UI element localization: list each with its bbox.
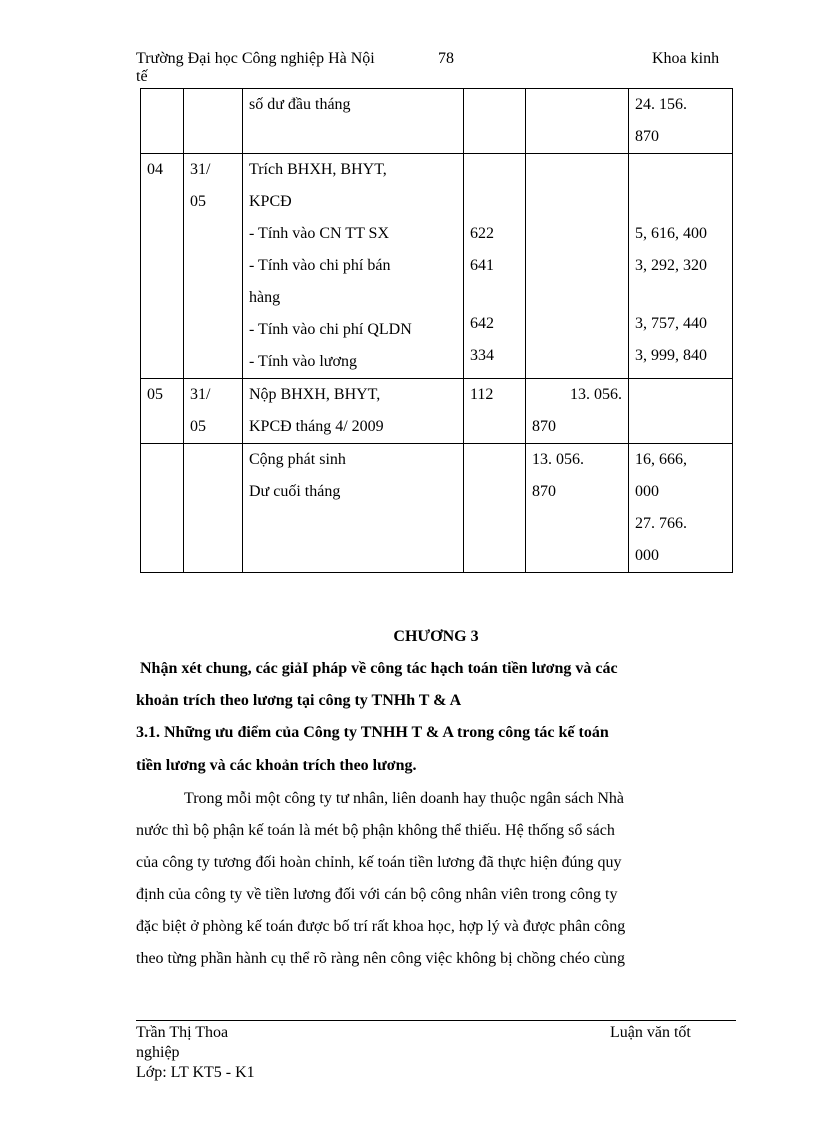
credit-amount: 3, 999, 840	[635, 347, 707, 364]
desc-line: KPCĐ tháng 4/ 2009	[249, 418, 384, 435]
desc-line: hàng	[249, 289, 281, 306]
chapter-subtitle-cont: khoản trích theo lương tại công ty TNHh T & A	[136, 692, 462, 709]
account-code: 642	[470, 315, 494, 332]
section-heading: 3.1. Những ưu điểm của Công ty TNHH T & A trong công tác kế toán	[136, 724, 609, 741]
paragraph-line: nước thì bộ phận kế toán là mét bộ phận không thể thiếu. Hệ thống sổ sách	[136, 822, 615, 839]
footer-doc-type: Luận văn tốt	[610, 1024, 691, 1041]
footer-divider	[136, 1020, 736, 1021]
account-code: 334	[470, 347, 494, 364]
credit-amount: 3, 757, 440	[635, 315, 707, 332]
credit-amount: 5, 616, 400	[635, 225, 707, 242]
paragraph-line: Trong mỗi một công ty tư nhân, liên doanh hay thuộc ngân sách Nhà	[184, 790, 625, 807]
total-debit-cont: 870	[532, 483, 556, 500]
total-credit-cont: 000	[635, 483, 659, 500]
paragraph-line: đặc biệt ở phòng kế toán được bố trí rất khoa học, hợp lý và được phân công	[136, 918, 626, 935]
header-school: Trường Đại học Công nghiệp Hà Nội	[136, 50, 375, 67]
chapter-subtitle: Nhận xét chung, các giảI pháp về công tác hạch toán tiền lương và các	[140, 660, 618, 677]
table-row	[141, 89, 733, 154]
row-number: 05	[147, 386, 163, 403]
desc-line: - Tính vào CN TT SX	[249, 225, 390, 242]
closing-balance-cont: 000	[635, 547, 659, 564]
total-label: Cộng phát sinh	[249, 451, 346, 468]
paragraph-line: định của công ty về tiền lương đối với cán bộ công nhân viên trong công ty	[136, 886, 618, 903]
header-faculty-wrap: tế	[136, 68, 148, 85]
table-row	[141, 444, 733, 573]
chapter-title: CHƯƠNG 3	[393, 628, 479, 645]
ledger-table	[140, 88, 733, 573]
header-faculty: Khoa kinh	[652, 50, 720, 67]
row-date: 31/	[190, 386, 211, 403]
table-row	[141, 154, 733, 379]
debit-amount-cont: 870	[532, 418, 556, 435]
row-date-cont: 05	[190, 193, 206, 210]
row-number: 04	[147, 161, 163, 178]
desc-line: - Tính vào lương	[249, 353, 357, 370]
opening-balance-value-cont: 870	[635, 128, 659, 145]
desc-line: Nộp BHXH, BHYT,	[249, 386, 381, 403]
closing-balance: 27. 766.	[635, 515, 687, 532]
paragraph-line: của công ty tương đối hoàn chỉnh, kế toán tiền lương đã thực hiện đúng quy	[136, 854, 622, 871]
section-heading-cont: tiền lương và các khoản trích theo lương.	[136, 757, 417, 774]
total-credit: 16, 666,	[635, 451, 687, 468]
row-date-cont: 05	[190, 418, 206, 435]
row-description	[249, 154, 457, 186]
account-code: 641	[470, 257, 494, 274]
opening-balance-label: số dư đầu tháng	[249, 96, 351, 113]
debit-amount: 13. 056.	[570, 386, 622, 403]
account-code: 622	[470, 225, 494, 242]
opening-balance-value: 24. 156.	[635, 96, 687, 113]
row-date: 31/	[190, 161, 211, 178]
credit-amount: 3, 292, 320	[635, 257, 707, 274]
footer-author: Trần Thị Thoa	[136, 1024, 229, 1041]
paragraph-line: theo từng phần hành cụ thể rõ ràng nên công việc không bị chồng chéo cùng	[136, 950, 625, 967]
desc-line: KPCĐ	[249, 193, 292, 210]
account-code: 112	[470, 386, 494, 403]
desc-line: - Tính vào chi phí QLDN	[249, 321, 412, 338]
closing-balance-label: Dư cuối tháng	[249, 483, 341, 500]
table-row	[141, 379, 733, 444]
footer-class: Lớp: LT KT5 - K1	[136, 1064, 255, 1081]
desc-line: Trích BHXH, BHYT,	[249, 161, 387, 178]
page-number: 78	[438, 50, 454, 67]
total-debit: 13. 056.	[532, 451, 584, 468]
desc-line: - Tính vào chi phí bán	[249, 257, 391, 274]
footer-doc-type-wrap: nghiệp	[136, 1044, 180, 1061]
